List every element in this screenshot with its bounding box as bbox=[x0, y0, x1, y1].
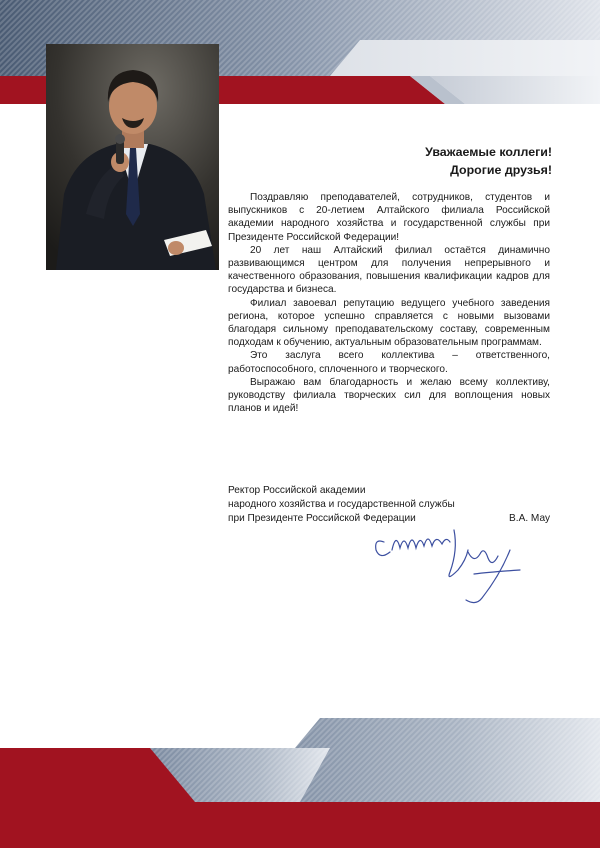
letter-body bbox=[228, 191, 550, 415]
bottom-band bbox=[0, 718, 600, 848]
greeting-line-1: Уважаемые коллеги! bbox=[425, 145, 552, 159]
paragraph: 20 лет наш Алтайский филиал остаётся динамично развивающимся центром для получения непрерывного и качественного образования, повышения квалификации кадров для государства и бизнеса. bbox=[228, 244, 550, 296]
signer-name: В.А. Мау bbox=[509, 513, 550, 524]
greeting-heading bbox=[425, 143, 552, 179]
signer-title-line-2: народного хозяйства и государственной службы bbox=[228, 499, 455, 510]
greeting-line-2: Дорогие друзья! bbox=[450, 163, 552, 177]
signer-title-line-1: Ректор Российской академии bbox=[228, 485, 366, 496]
handwritten-signature bbox=[370, 520, 530, 610]
paragraph: Поздравляю преподавателей, сотрудников, студентов и выпускников с 20-летием Алтайского филиала Российской академии народного хозяйства и государственной службы при Президенте Российской Федерации! bbox=[228, 192, 550, 243]
signer-title-line-3: при Президенте Российской Федерации bbox=[228, 513, 416, 524]
paragraph: Выражаю вам благодарность и желаю всему коллективу, руководству филиала творческих сил для воплощения новых планов и идей! bbox=[228, 376, 550, 415]
paragraph: Это заслуга всего коллектива – ответственного, работоспособного, сплоченного и творческого. bbox=[228, 350, 550, 375]
rector-photo bbox=[46, 44, 219, 270]
paragraph: Филиал завоевал репутацию ведущего учебного заведения региона, которое успешно справляется с новыми вызовами благодаря сильному преподавательскому составу, современным подходам к обучению, актуальным образовательным программам. bbox=[228, 297, 550, 349]
